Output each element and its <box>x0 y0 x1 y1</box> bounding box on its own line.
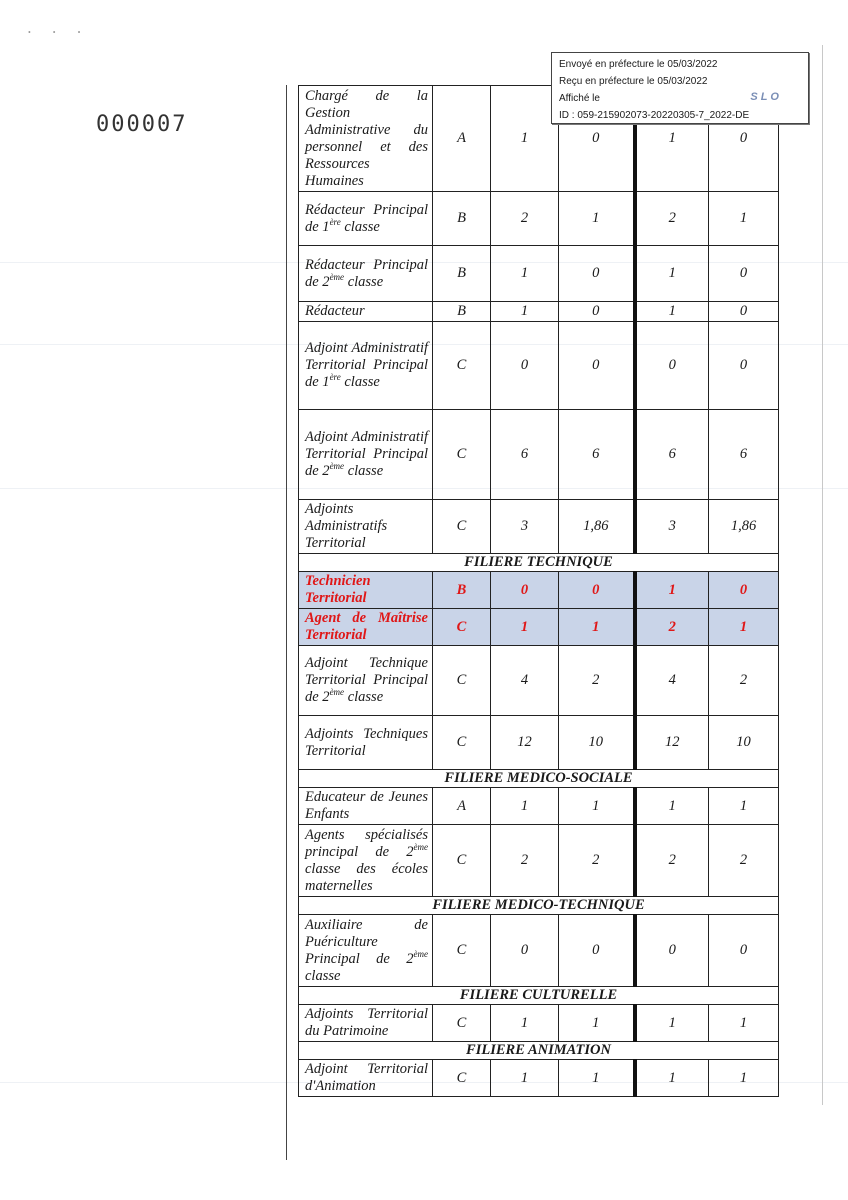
grade-cell: C <box>433 1060 491 1097</box>
job-title-tail: classe des écoles maternelles <box>305 860 428 894</box>
count-cell-c1: 1 <box>491 1005 559 1042</box>
job-title <box>299 302 433 322</box>
count-cell-c4: 0 <box>709 86 779 192</box>
grade-cell: C <box>433 646 491 716</box>
job-title-tail: classe <box>344 273 384 290</box>
count-cell-c1: 1 <box>491 1060 559 1097</box>
ordinal-suffix: ème <box>329 687 345 697</box>
count-cell-c1: 4 <box>491 646 559 716</box>
count-cell-c2: 1 <box>559 788 635 825</box>
count-cell-c4: 1,86 <box>709 500 779 554</box>
job-title-text: Adjoint Administratif Territorial Principal de 2 <box>305 429 428 479</box>
job-title-text: Chargé de la Gestion Administrative du personnel et des Ressources Humaines <box>305 87 428 189</box>
stamp-received: Reçu en préfecture le 05/03/2022 <box>559 76 708 87</box>
job-title <box>299 788 433 825</box>
count-cell-c4: 1 <box>709 192 779 246</box>
section-title: FILIERE MEDICO-SOCIALE <box>299 770 779 788</box>
job-title-text: Adjoints Techniques Territorial <box>305 725 428 759</box>
table-row-adjoint-admin-p1 <box>299 322 779 410</box>
job-title <box>299 716 433 770</box>
count-cell-c4: 1 <box>709 1060 779 1097</box>
count-cell-c4: 0 <box>709 915 779 987</box>
page-number: 000007 <box>96 112 188 137</box>
count-cell-c4: 10 <box>709 716 779 770</box>
count-cell-c3: 2 <box>635 825 709 897</box>
table-row-adjoints-patrimoine <box>299 1005 779 1042</box>
section-animation <box>299 1042 779 1060</box>
ordinal-suffix: ère <box>329 372 341 382</box>
table-row-agent-maitrise <box>299 609 779 646</box>
count-cell-c3: 1 <box>635 302 709 322</box>
job-title-tail: classe <box>305 967 341 984</box>
grade-cell: C <box>433 410 491 500</box>
job-title <box>299 915 433 987</box>
section-title: FILIERE TECHNIQUE <box>299 554 779 572</box>
count-cell-c3: 0 <box>635 322 709 410</box>
grade-cell: A <box>433 788 491 825</box>
job-title-text: Technicien Territorial <box>305 573 371 606</box>
count-cell-c3: 1 <box>635 788 709 825</box>
count-cell-c2: 0 <box>559 915 635 987</box>
count-cell-c2: 1 <box>559 609 635 646</box>
count-cell-c2: 0 <box>559 322 635 410</box>
job-title-text: Educateur de Jeunes Enfants <box>305 789 428 822</box>
count-cell-c4: 1 <box>709 609 779 646</box>
count-cell-c2: 10 <box>559 716 635 770</box>
prefecture-stamp <box>551 52 809 124</box>
count-cell-c3: 1 <box>635 246 709 302</box>
job-title <box>299 825 433 897</box>
table-row-redacteur <box>299 302 779 322</box>
count-cell-c1: 0 <box>491 572 559 609</box>
job-title <box>299 500 433 554</box>
job-title <box>299 572 433 609</box>
count-cell-c2: 2 <box>559 646 635 716</box>
count-cell-c3: 0 <box>635 915 709 987</box>
count-cell-c4: 2 <box>709 646 779 716</box>
count-cell-c2: 6 <box>559 410 635 500</box>
count-cell-c1: 2 <box>491 192 559 246</box>
job-title-text: Agents spécialisés principal de 2 <box>305 826 428 860</box>
count-cell-c1: 3 <box>491 500 559 554</box>
count-cell-c1: 1 <box>491 246 559 302</box>
count-cell-c4: 1 <box>709 1005 779 1042</box>
job-title <box>299 1005 433 1042</box>
grade-cell: B <box>433 302 491 322</box>
count-cell-c4: 0 <box>709 302 779 322</box>
section-title: FILIERE CULTURELLE <box>299 987 779 1005</box>
stamp-sent: Envoyé en préfecture le 05/03/2022 <box>559 59 718 70</box>
job-title-tail: classe <box>344 463 384 479</box>
grade-cell: C <box>433 500 491 554</box>
section-medico-sociale <box>299 770 779 788</box>
grade-cell: C <box>433 1005 491 1042</box>
staff-table <box>298 85 779 1097</box>
scan-marks: • • • <box>28 28 91 37</box>
grade-cell: A <box>433 86 491 192</box>
ordinal-suffix: ème <box>413 948 428 959</box>
grade-cell: B <box>433 192 491 246</box>
table-row-agents-specialises <box>299 825 779 897</box>
count-cell-c2: 1 <box>559 192 635 246</box>
slo-logo: SLO <box>750 91 782 103</box>
count-cell-c3: 12 <box>635 716 709 770</box>
job-title-tail: classe <box>340 218 380 235</box>
table-row-adjoint-admin-p2 <box>299 410 779 500</box>
count-cell-c1: 2 <box>491 825 559 897</box>
job-title-text: Agent de Maîtrise Territorial <box>305 610 428 643</box>
ordinal-suffix: ème <box>413 841 428 852</box>
job-title <box>299 86 433 192</box>
grade-cell: C <box>433 716 491 770</box>
table-row-redacteur-p2 <box>299 246 779 302</box>
job-title-text: Adjoint Technique Territorial Principal de 2 <box>305 655 428 705</box>
count-cell-c2: 1 <box>559 1005 635 1042</box>
table-row-adjoint-animation <box>299 1060 779 1097</box>
count-cell-c2: 0 <box>559 302 635 322</box>
ordinal-suffix: ère <box>329 216 341 227</box>
count-cell-c4: 0 <box>709 322 779 410</box>
job-title <box>299 609 433 646</box>
job-title-tail: classe <box>340 374 380 390</box>
table-row-adjoint-tech-p2 <box>299 646 779 716</box>
grade-cell: B <box>433 246 491 302</box>
count-cell-c1: 6 <box>491 410 559 500</box>
grade-cell: C <box>433 915 491 987</box>
section-medico-technique <box>299 897 779 915</box>
right-margin-rule <box>822 45 823 1105</box>
ordinal-suffix: ème <box>329 461 345 471</box>
grade-cell: C <box>433 825 491 897</box>
count-cell-c3: 1 <box>635 86 709 192</box>
count-cell-c3: 3 <box>635 500 709 554</box>
job-title <box>299 246 433 302</box>
job-title-text: Rédacteur <box>305 303 365 319</box>
job-title-text: Rédacteur Principal de 1 <box>305 201 428 235</box>
count-cell-c4: 6 <box>709 410 779 500</box>
count-cell-c3: 2 <box>635 192 709 246</box>
staff-table-body <box>299 86 779 1097</box>
count-cell-c1: 1 <box>491 609 559 646</box>
count-cell-c3: 1 <box>635 572 709 609</box>
job-title <box>299 410 433 500</box>
section-title: FILIERE ANIMATION <box>299 1042 779 1060</box>
section-title: FILIERE MEDICO-TECHNIQUE <box>299 897 779 915</box>
job-title-text: Adjoints Administratifs Territorial <box>305 501 388 551</box>
count-cell-c4: 0 <box>709 246 779 302</box>
count-cell-c3: 6 <box>635 410 709 500</box>
count-cell-c3: 1 <box>635 1060 709 1097</box>
table-row-adjoints-tech <box>299 716 779 770</box>
count-cell-c1: 1 <box>491 788 559 825</box>
table-row-technicien <box>299 572 779 609</box>
count-cell-c1: 0 <box>491 322 559 410</box>
table-row-adjoints-admin <box>299 500 779 554</box>
job-title-text: Adjoints Territorial du Patrimoine <box>305 1006 428 1039</box>
job-title <box>299 322 433 410</box>
job-title-text: Adjoint Administratif Territorial Principal de 1 <box>305 340 428 390</box>
count-cell-c3: 2 <box>635 609 709 646</box>
job-title-text: Rédacteur Principal de 2 <box>305 256 428 290</box>
count-cell-c2: 1 <box>559 1060 635 1097</box>
count-cell-c2: 0 <box>559 86 635 192</box>
stamp-id: ID : 059-215902073-20220305-7_2022-DE <box>559 110 750 121</box>
count-cell-c4: 1 <box>709 788 779 825</box>
count-cell-c4: 0 <box>709 572 779 609</box>
grade-cell: B <box>433 572 491 609</box>
job-title <box>299 1060 433 1097</box>
stamp-posted: Affiché le <box>559 93 600 104</box>
job-title <box>299 192 433 246</box>
count-cell-c1: 12 <box>491 716 559 770</box>
job-title-text: Adjoint Territorial d'Animation <box>305 1061 428 1094</box>
ordinal-suffix: ème <box>329 271 345 282</box>
table-row-auxiliaire-puericulture <box>299 915 779 987</box>
table-row-educateur <box>299 788 779 825</box>
count-cell-c2: 0 <box>559 572 635 609</box>
count-cell-c3: 4 <box>635 646 709 716</box>
grade-cell: C <box>433 609 491 646</box>
count-cell-c1: 1 <box>491 86 559 192</box>
count-cell-c2: 2 <box>559 825 635 897</box>
count-cell-c3: 1 <box>635 1005 709 1042</box>
count-cell-c2: 1,86 <box>559 500 635 554</box>
job-title-tail: classe <box>344 689 384 705</box>
count-cell-c4: 2 <box>709 825 779 897</box>
job-title-text: Auxiliaire de Puériculture Principal de 2 <box>305 916 428 967</box>
count-cell-c1: 1 <box>491 302 559 322</box>
section-culturelle <box>299 987 779 1005</box>
table-row-redacteur-p1 <box>299 192 779 246</box>
count-cell-c2: 0 <box>559 246 635 302</box>
section-technique <box>299 554 779 572</box>
count-cell-c1: 0 <box>491 915 559 987</box>
job-title <box>299 646 433 716</box>
left-margin-rule <box>286 85 287 1160</box>
grade-cell: C <box>433 322 491 410</box>
